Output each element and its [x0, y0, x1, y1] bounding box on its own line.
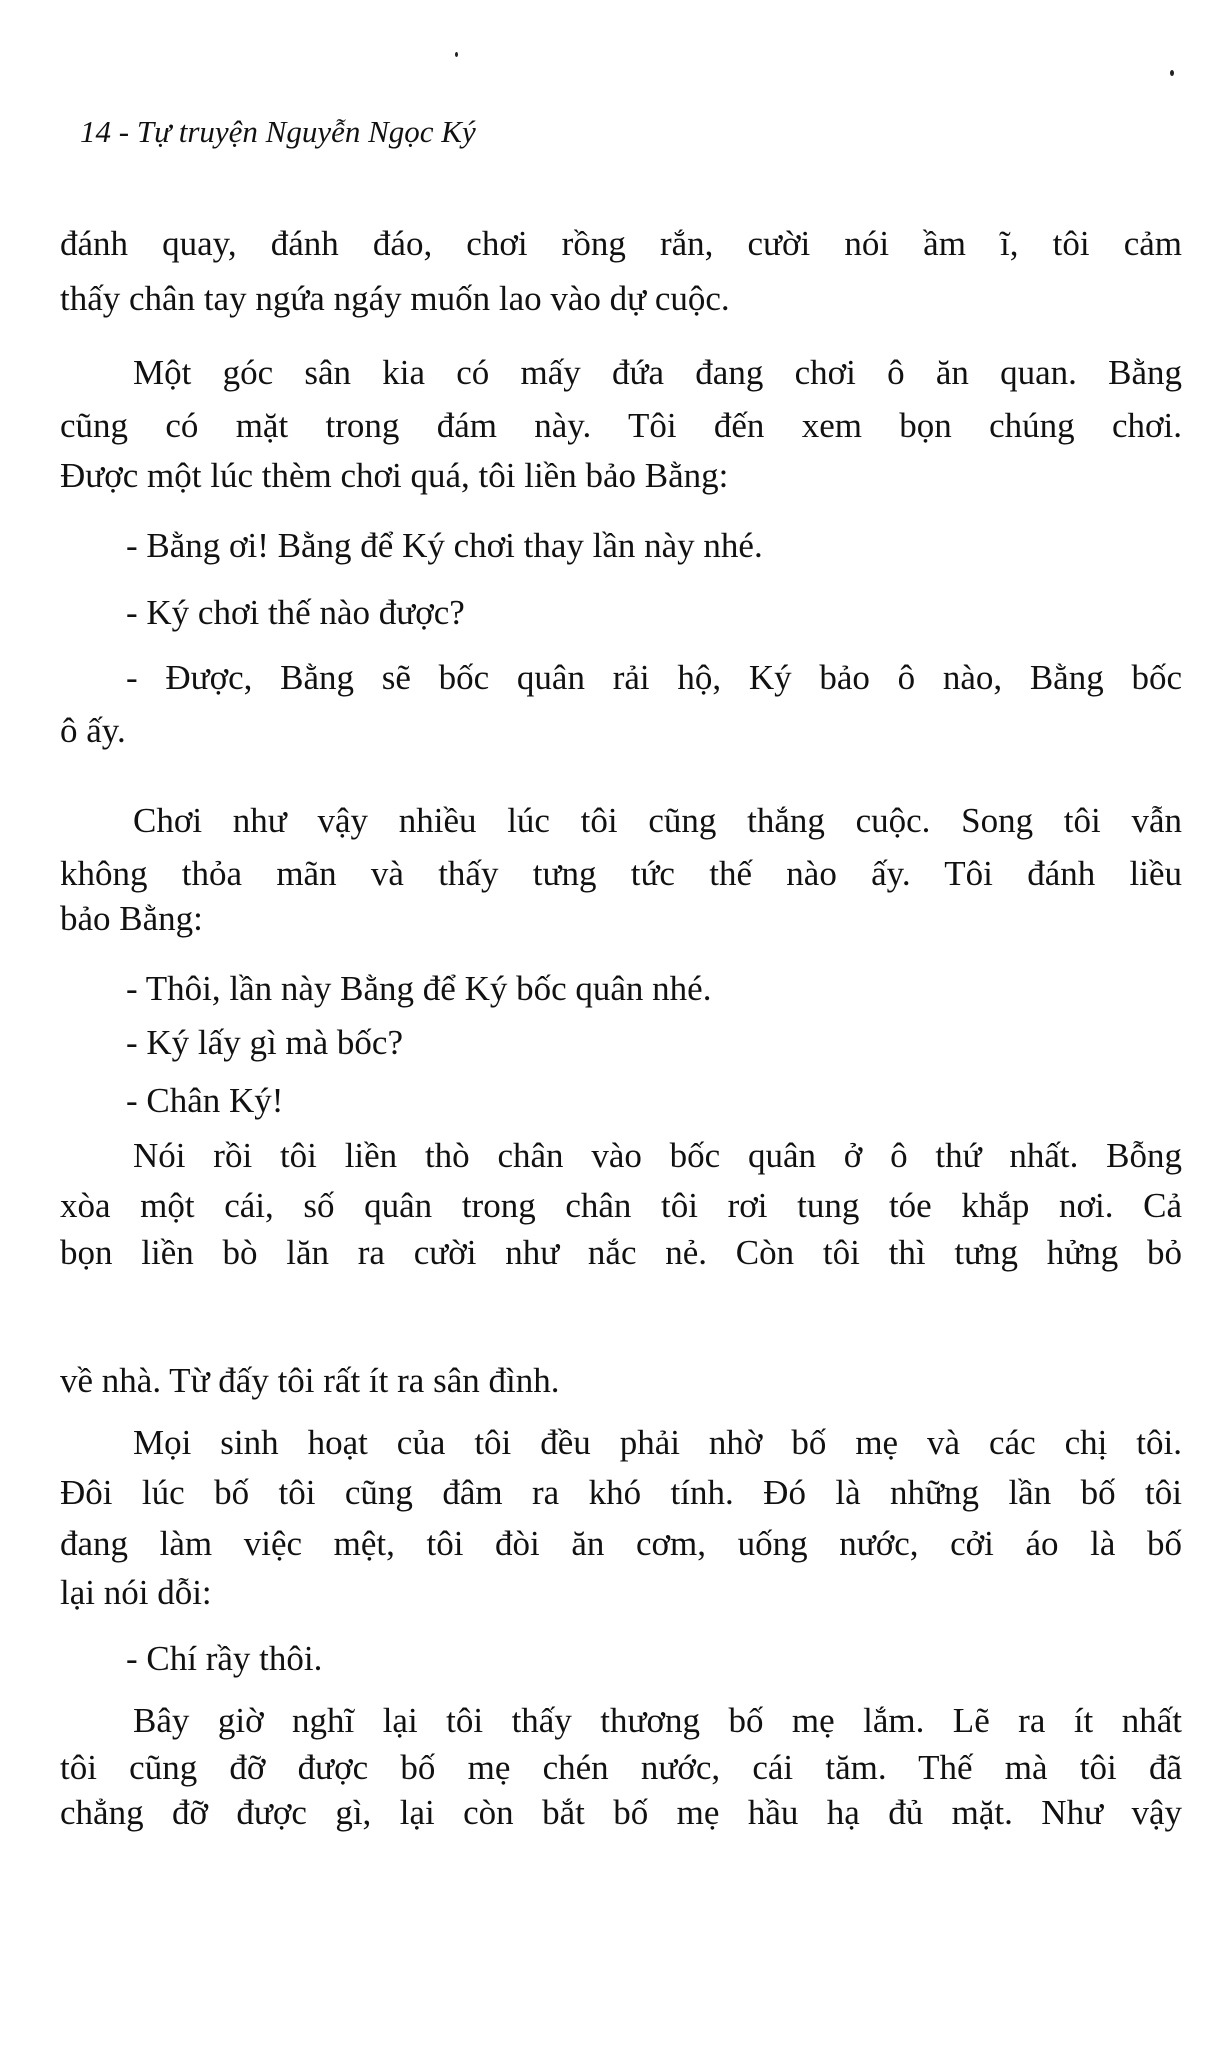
text-line: thấy chân tay ngứa ngáy muốn lao vào dự cuộc. — [60, 279, 730, 318]
text-line: - Chí rầy thôi. — [126, 1639, 323, 1678]
text-line: Đôi lúc bố tôi cũng đâm ra khó tính. Đó là những lần bố tôi — [60, 1473, 1182, 1512]
text-line: - Ký chơi thế nào được? — [126, 593, 465, 632]
text-line: - Ký lấy gì mà bốc? — [126, 1023, 403, 1062]
running-header: 14 - Tự truyện Nguyễn Ngọc Ký — [80, 114, 476, 149]
text-line: - Bằng ơi! Bằng để Ký chơi thay lần này nhé. — [126, 526, 763, 565]
text-line: - Được, Bằng sẽ bốc quân rải hộ, Ký bảo ô nào, Bằng bốc — [126, 658, 1182, 697]
text-line: đánh quay, đánh đáo, chơi rồng rắn, cười nói ầm ĩ, tôi cảm — [60, 224, 1182, 263]
text-line: - Chân Ký! — [126, 1081, 284, 1120]
text-line: ô ấy. — [60, 711, 126, 750]
scan-speck — [1170, 70, 1174, 76]
text-line: lại nói dỗi: — [60, 1573, 212, 1612]
text-line: Mọi sinh hoạt của tôi đều phải nhờ bố mẹ và các chị tôi. — [133, 1423, 1182, 1462]
text-line: cũng có mặt trong đám này. Tôi đến xem bọn chúng chơi. — [60, 406, 1182, 445]
text-line: bảo Bằng: — [60, 899, 203, 938]
scan-speck — [455, 52, 458, 57]
text-line: về nhà. Từ đấy tôi rất ít ra sân đình. — [60, 1361, 560, 1400]
text-line: chẳng đỡ được gì, lại còn bắt bố mẹ hầu hạ đủ mặt. Như vậy — [60, 1793, 1182, 1832]
text-line: không thỏa mãn và thấy tưng tức thế nào ấy. Tôi đánh liều — [60, 854, 1182, 893]
text-line: Một góc sân kia có mấy đứa đang chơi ô ăn quan. Bằng — [133, 353, 1182, 392]
text-line: - Thôi, lần này Bằng để Ký bốc quân nhé. — [126, 969, 712, 1008]
text-line: xòa một cái, số quân trong chân tôi rơi tung tóe khắp nơi. Cả — [60, 1186, 1182, 1225]
text-line: Được một lúc thèm chơi quá, tôi liền bảo Bằng: — [60, 456, 729, 495]
text-line: Nói rồi tôi liền thò chân vào bốc quân ở ô thứ nhất. Bỗng — [133, 1136, 1182, 1175]
text-line: bọn liền bò lăn ra cười như nắc nẻ. Còn tôi thì tưng hửng bỏ — [60, 1233, 1182, 1272]
text-line: đang làm việc mệt, tôi đòi ăn cơm, uống nước, cởi áo là bố — [60, 1524, 1182, 1563]
text-line: Bây giờ nghĩ lại tôi thấy thương bố mẹ lắm. Lẽ ra ít nhất — [133, 1701, 1182, 1740]
text-line: tôi cũng đỡ được bố mẹ chén nước, cái tăm. Thế mà tôi đã — [60, 1748, 1182, 1787]
text-line: Chơi như vậy nhiều lúc tôi cũng thắng cuộc. Song tôi vẫn — [133, 801, 1182, 840]
